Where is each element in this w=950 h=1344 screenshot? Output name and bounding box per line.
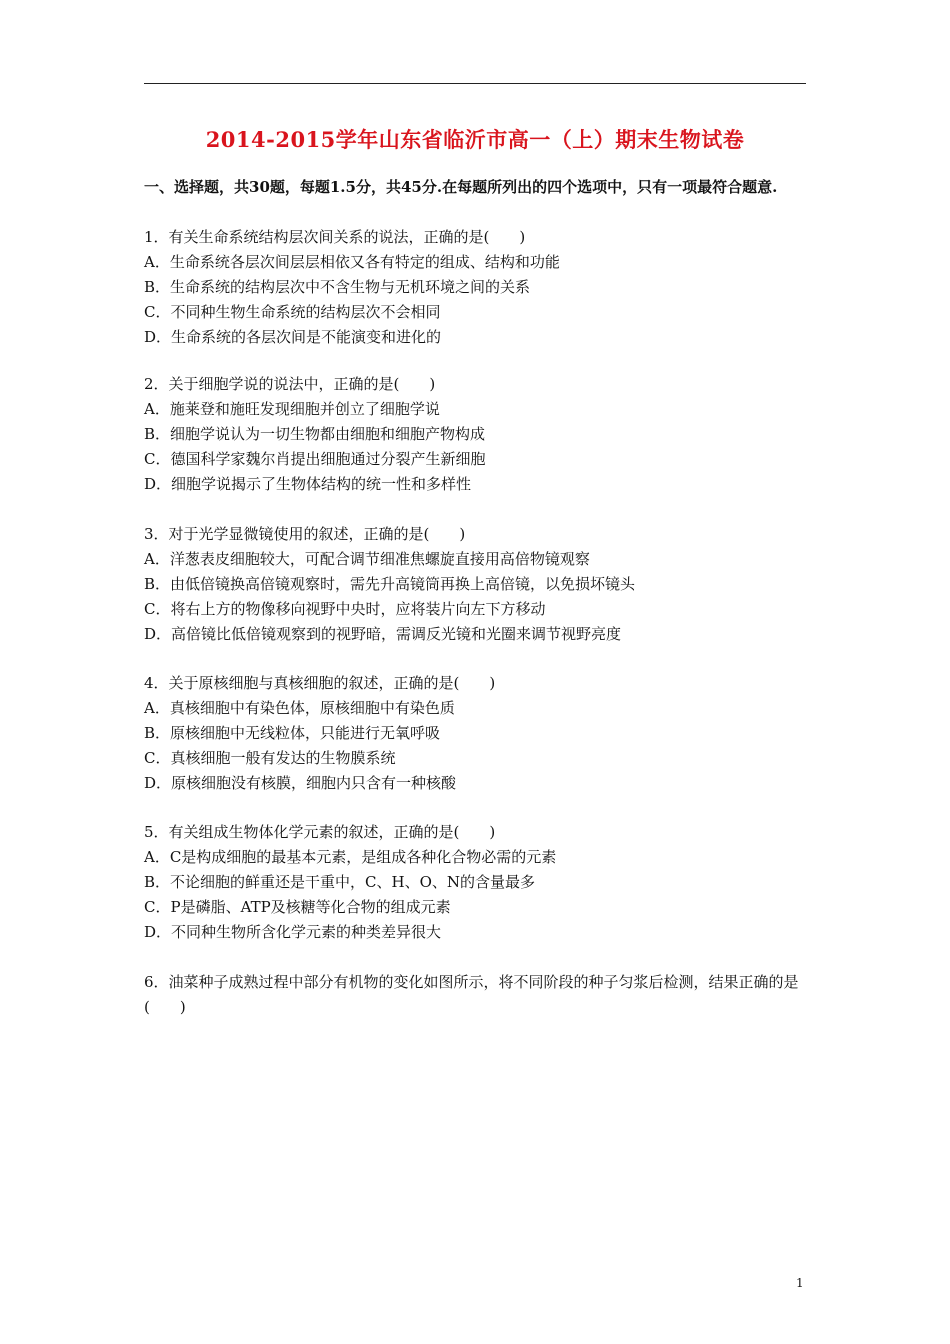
option-c: C．德国科学家魏尔肖提出细胞通过分裂产生新细胞 bbox=[144, 450, 486, 468]
question-2 bbox=[144, 372, 808, 497]
page-title: 2014-2015学年山东省临沂市高一（上）期末生物试卷 bbox=[205, 127, 745, 152]
option-a: A．生命系统各层次间层层相依又各有特定的组成、结构和功能 bbox=[144, 253, 560, 271]
question-4 bbox=[144, 671, 808, 796]
question-stem: 4．关于原核细胞与真核细胞的叙述，正确的是( ) bbox=[144, 674, 496, 692]
section-heading: 一、选择题，共30题，每题1.5分，共45分.在每题所列出的四个选项中，只有一项最符合题意. bbox=[144, 178, 778, 196]
option-a: A．施莱登和施旺发现细胞并创立了细胞学说 bbox=[144, 400, 440, 418]
option-a: A．真核细胞中有染色体，原核细胞中有染色质 bbox=[144, 699, 455, 717]
option-c: C．真核细胞一般有发达的生物膜系统 bbox=[144, 749, 396, 767]
option-d: D．不同种生物所含化学元素的种类差异很大 bbox=[144, 923, 442, 941]
question-stem: 5．有关组成生物体化学元素的叙述，正确的是( ) bbox=[144, 823, 496, 841]
option-a: A．洋葱表皮细胞较大，可配合调节细准焦螺旋直接用高倍物镜观察 bbox=[144, 550, 590, 568]
question-3 bbox=[144, 522, 808, 647]
option-c: C．将右上方的物像移向视野中央时，应将装片向左下方移动 bbox=[144, 600, 546, 618]
question-6 bbox=[144, 970, 808, 1020]
question-stem: 6．油菜种子成熟过程中部分有机物的变化如图所示，将不同阶段的种子匀浆后检测，结果正确的是( ) bbox=[144, 973, 799, 1016]
option-d: D．生命系统的各层次间是不能演变和进化的 bbox=[144, 328, 442, 346]
option-b: B．细胞学说认为一切生物都由细胞和细胞产物构成 bbox=[144, 425, 486, 443]
option-c: C．P是磷脂、ATP及核糖等化合物的组成元素 bbox=[144, 898, 451, 916]
option-b: B．原核细胞中无线粒体，只能进行无氧呼吸 bbox=[144, 724, 441, 742]
header-rule bbox=[144, 83, 806, 84]
option-b: B．生命系统的结构层次中不含生物与无机环境之间的关系 bbox=[144, 278, 531, 296]
option-c: C．不同种生物生命系统的结构层次不会相同 bbox=[144, 303, 441, 321]
option-b: B．由低倍镜换高倍镜观察时，需先升高镜筒再换上高倍镜，以免损坏镜头 bbox=[144, 575, 636, 593]
option-d: D．细胞学说揭示了生物体结构的统一性和多样性 bbox=[144, 475, 472, 493]
option-d: D．原核细胞没有核膜，细胞内只含有一种核酸 bbox=[144, 774, 457, 792]
option-d: D．高倍镜比低倍镜观察到的视野暗，需调反光镜和光圈来调节视野亮度 bbox=[144, 625, 622, 643]
question-stem: 3．对于光学显微镜使用的叙述，正确的是( ) bbox=[144, 525, 466, 543]
option-a: A．C是构成细胞的最基本元素，是组成各种化合物必需的元素 bbox=[144, 848, 557, 866]
page-number: 1 bbox=[796, 1276, 804, 1290]
option-b: B．不论细胞的鲜重还是干重中，C、H、O、N的含量最多 bbox=[144, 873, 536, 891]
question-1 bbox=[144, 225, 808, 350]
question-5 bbox=[144, 820, 808, 945]
question-stem: 2．关于细胞学说的说法中，正确的是( ) bbox=[144, 375, 436, 393]
question-stem: 1．有关生命系统结构层次间关系的说法，正确的是( ) bbox=[144, 228, 526, 246]
